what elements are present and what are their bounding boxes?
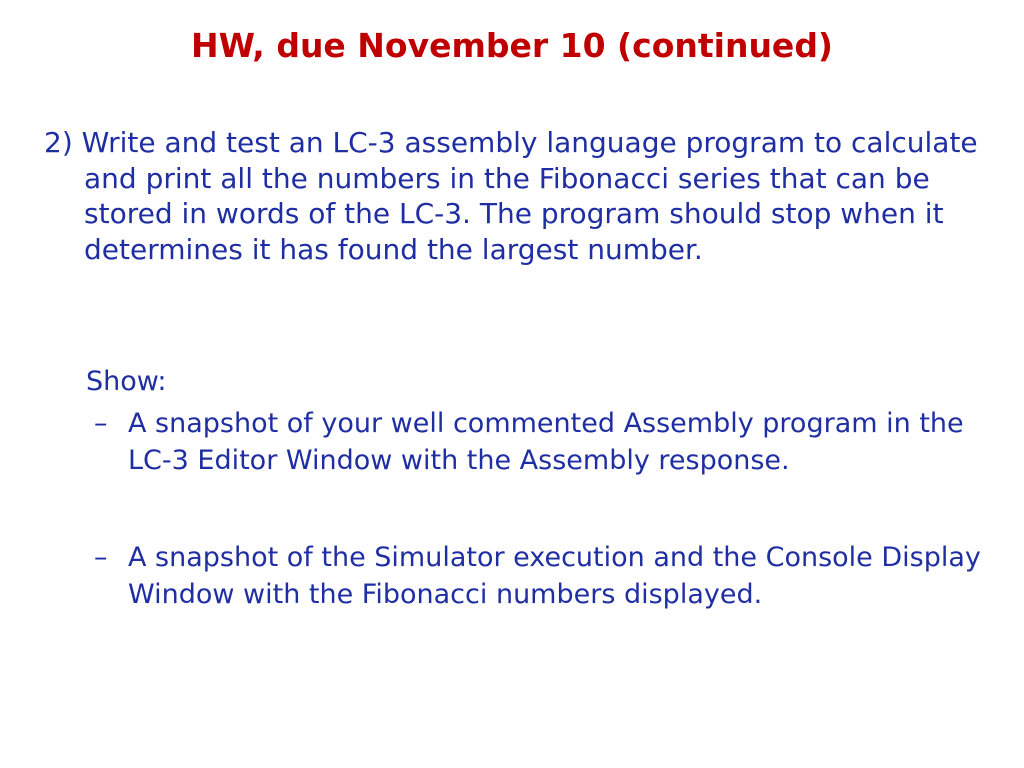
sub-item-text: A snapshot of your well commented Assembly program in the LC-3 Editor Window with the Assembly response. [128,408,964,476]
bullet-dash: – [94,408,108,439]
show-label: Show: [86,366,167,397]
assignment-point: 2) Write and test an LC-3 assembly language program to calculate and print all the numbers in the Fibonacci series that can be stored in words of the LC-3. The program should stop when it determines it has found the largest number. [44,126,978,266]
bullet-dash: – [94,542,108,573]
sub-item [94,406,988,479]
sub-item [94,540,988,613]
slide-title: HW, due November 10 (continued) [190,26,834,65]
sub-item-text: A snapshot of the Simulator execution and the Console Display Window with the Fibonacci numbers displayed. [128,542,981,610]
